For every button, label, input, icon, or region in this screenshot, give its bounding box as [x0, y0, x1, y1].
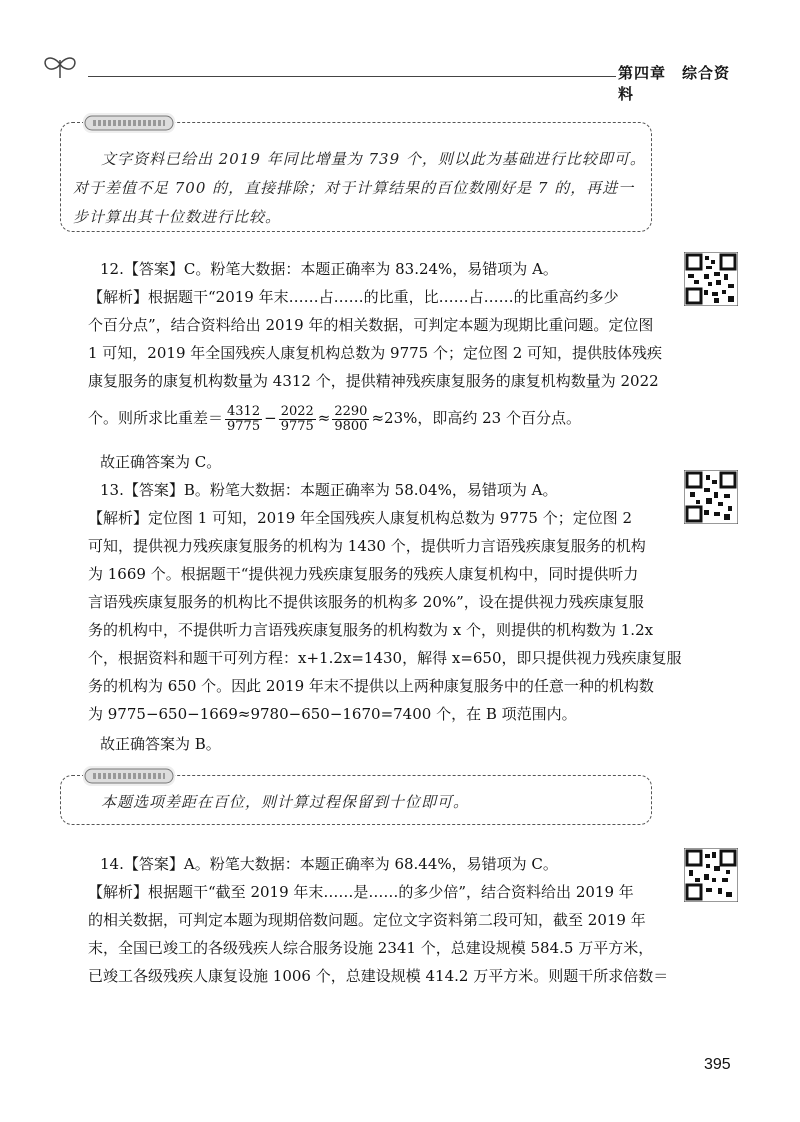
analysis-line: 个，根据资料和题干可列方程：x+1.2x=1430，解得 x=650，即只提供视力残疾康复服	[88, 649, 682, 667]
fraction: $\frac{4312}{9775}$	[227, 403, 261, 434]
qr-code-icon[interactable]	[684, 470, 738, 524]
qr-code-icon[interactable]	[684, 848, 738, 902]
q12-formula	[88, 400, 662, 436]
analysis-line: 【解析】定位图 1 可知，2019 年全国残疾人康复机构总数为 9775 个；定位图 2	[88, 509, 633, 527]
page-number: 395	[704, 1056, 731, 1073]
analysis-line: 务的机构中，不提供听力言语残疾康复服务的机构数为 x 个，则提供的机构数为 1.2x	[88, 621, 654, 639]
formula-prefix: 个。则所求比重差＝	[88, 409, 224, 427]
q12-conclusion: 故正确答案为 C。	[100, 453, 222, 471]
formula-suffix: ≈23%，即高约 23 个百分点。	[371, 409, 581, 427]
q13-analysis	[88, 504, 682, 728]
q13-answer: 13.【答案】B。粉笔大数据：本题正确率为 58.04%，易错项为 A。	[100, 481, 558, 499]
analysis-line: 1 可知，2019 年全国残疾人康复机构总数为 9775 个；定位图 2 可知，提供肢体残疾	[88, 344, 663, 362]
tip-line: 文字资料已给出 2019 年同比增量为 739 个，则以此为基础进行比较即可。	[101, 150, 646, 168]
tip-box	[60, 775, 652, 825]
analysis-line: 务的机构为 650 个。因此 2019 年末不提供以上两种康复服务中的任意一种的机构数	[88, 677, 654, 695]
tip-tag-icon	[83, 766, 175, 786]
analysis-line: 已竣工各级残疾人康复设施 1006 个，总建设规模 414.2 万平方米。则题干所求倍数＝	[88, 967, 669, 985]
q12-answer: 12.【答案】C。粉笔大数据：本题正确率为 83.24%，易错项为 A。	[100, 260, 558, 278]
approx-sign: ≈	[317, 409, 331, 427]
tip-line: 本题选项差距在百位，则计算过程保留到十位即可。	[101, 793, 470, 811]
page-header	[40, 52, 740, 103]
q12-analysis	[88, 283, 662, 395]
analysis-line: 为 9775−650−1669≈9780−650−1670=7400 个，在 B 项范围内。	[88, 705, 577, 723]
leaf-icon	[40, 52, 80, 82]
analysis-line: 为 1669 个。根据题干“提供视力残疾康复服务的残疾人康复机构中，同时提供听力	[88, 565, 639, 583]
chapter-title: 第四章 综合资料	[618, 64, 731, 103]
fraction: $\frac{2290}{9800}$	[334, 403, 368, 434]
qr-code-icon[interactable]	[684, 252, 738, 306]
tip-line: 步计算出其十位数进行比较。	[73, 208, 282, 226]
tip-tag-icon	[83, 113, 175, 133]
q14-analysis	[88, 878, 669, 990]
minus-sign: −	[264, 409, 277, 427]
analysis-line: 末，全国已竣工的各级残疾人综合服务设施 2341 个，总建设规模 584.5 万平方米，	[88, 939, 654, 957]
analysis-line: 可知，提供视力残疾康复服务的机构为 1430 个，提供听力言语残疾康复服务的机构	[88, 537, 646, 555]
header-rule	[88, 76, 616, 77]
fraction: $\frac{2022}{9775}$	[280, 403, 314, 434]
q14-answer: 14.【答案】A。粉笔大数据：本题正确率为 68.44%，易错项为 C。	[100, 855, 558, 873]
tip-box	[60, 122, 652, 232]
analysis-line: 【解析】根据题干“截至 2019 年末……是……的多少倍”，结合资料给出 2019 年	[88, 883, 634, 901]
analysis-line: 康复服务的康复机构数量为 4312 个，提供精神残疾康复服务的康复机构数量为 2022	[88, 372, 659, 390]
analysis-line: 的相关数据，可判定本题为现期倍数问题。定位文字资料第二段可知，截至 2019 年	[88, 911, 646, 929]
tip-line: 对于差值不足 700 的，直接排除；对于计算结果的百位数刚好是 7 的，再进一	[73, 179, 635, 197]
analysis-line: 言语残疾康复服务的机构比不提供该服务的机构多 20%”，设在提供视力残疾康复服	[88, 593, 644, 611]
q13-conclusion: 故正确答案为 B。	[100, 735, 221, 753]
analysis-line: 个百分点”，结合资料给出 2019 年的相关数据，可判定本题为现期比重问题。定位图	[88, 316, 654, 334]
analysis-line: 【解析】根据题干“2019 年末……占……的比重，比……占……的比重高约多少	[88, 288, 619, 306]
